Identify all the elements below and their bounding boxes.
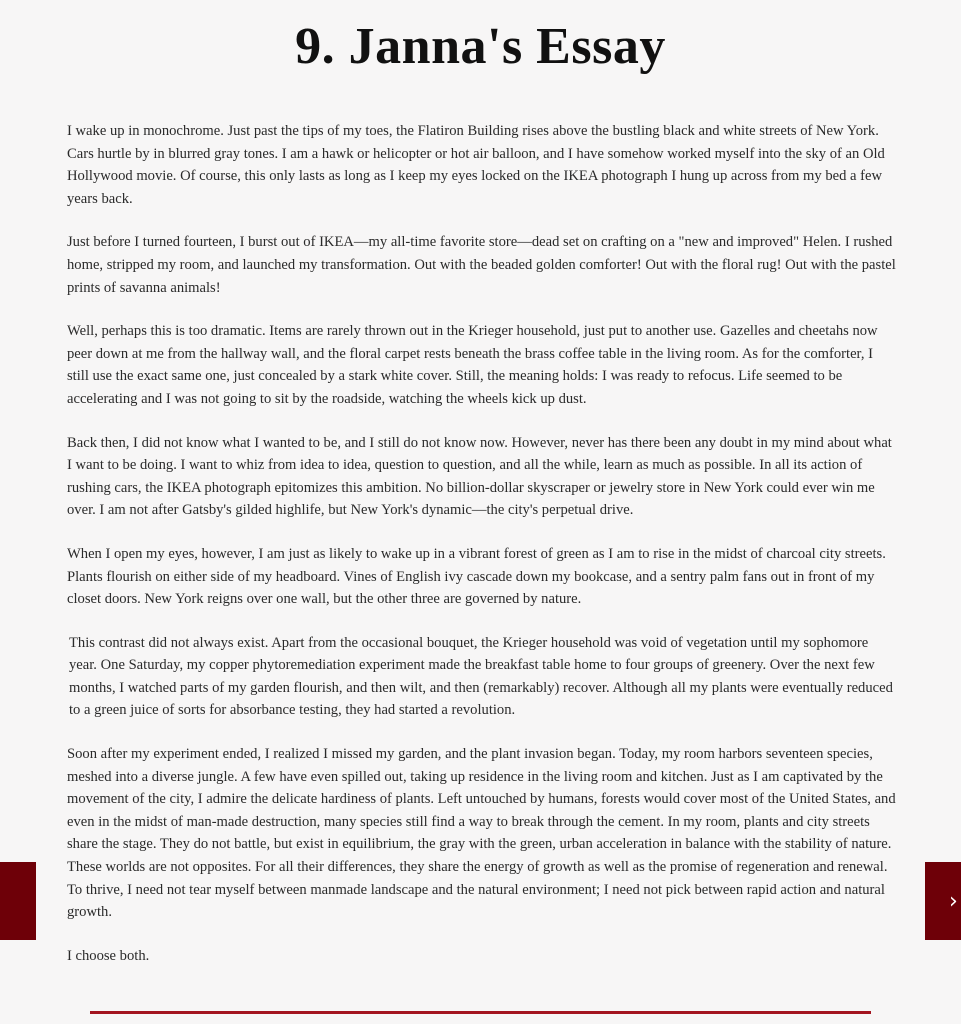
essay-paragraph-6: This contrast did not always exist. Apart from the occasional bouquet, the Krieger household was void of vegetation until my sophomore year. One Saturday, my copper phytoremediation experiment made the breakfast table home to four groups of greenery. Over the next few months, I watched parts of my garden flourish, and then wilt, and then (remarkably) recover. Although all my plants were eventually reduced to a green juice of sorts for absorbance testing, they had started a revolution. xyxy=(69,634,893,719)
essay-paragraph-5: When I open my eyes, however, I am just as likely to wake up in a vibrant forest of green as I am to rise in the midst of charcoal city streets. Plants flourish on either side of my headboard. Vines of English ivy cascade down my bookcase, and a sentry palm fans out in front of my closet doors. New York reigns over one wall, but the other three are governed by nature. xyxy=(67,545,886,608)
bottom-divider xyxy=(90,1011,871,1014)
essay-paragraph-4: Back then, I did not know what I wanted to be, and I still do not know now. However, never has there been any doubt in my mind about what I want to be doing. I want to whiz from idea to idea, question to question, and all the while, learn as much as possible. In all its action of rushing cars, the IKEA photograph epitomizes this ambition. No billion-dollar skyscraper or jewelry store in New York could ever win me over. I am not after Gatsby's gilded highlife, but New York's dynamic—the city's perpetual drive. xyxy=(67,434,892,519)
essay-paragraph-8: I choose both. xyxy=(67,947,150,964)
essay-body xyxy=(67,120,897,988)
next-page-button[interactable] xyxy=(925,862,961,940)
chevron-left-icon xyxy=(0,889,2,914)
previous-page-button[interactable] xyxy=(0,862,36,940)
essay-paragraph-1: I wake up in monochrome. Just past the tips of my toes, the Flatiron Building rises above the bustling black and white streets of New York. Cars hurtle by in blurred gray tones. I am a hawk or helicopter or hot air balloon, and I have somehow worked myself into the sky of an Old Hollywood movie. Of course, this only lasts as long as I keep my eyes locked on the IKEA photograph I hung up across from my bed a few years back. xyxy=(67,123,885,207)
page-title: 9. Janna's Essay xyxy=(295,18,666,75)
essay-paragraph-3: Well, perhaps this is too dramatic. Items are rarely thrown out in the Krieger household, just put to another use. Gazelles and cheetahs now peer down at me from the hallway wall, and the floral carpet rests beneath the brass coffee table in the living room. As for the comforter, I still use the exact same one, just concealed by a stark white cover. Still, the meaning holds: I was ready to refocus. Life seemed to be accelerating and I was not going to sit by the roadside, watching the wheels kick up dust. xyxy=(67,323,878,407)
essay-paragraph-7: Soon after my experiment ended, I realized I missed my garden, and the plant invasion began. Today, my room harbors seventeen species, meshed into a diverse jungle. A few have even spilled out, taking up residence in the living room and kitchen. Just as I am captivated by the movement of the city, I admire the delicate hardiness of plants. Left untouched by humans, forests would cover most of the United States, and even in the midst of man-made destruction, many species still find a way to break through the cement. In my room, plants and city streets share the stage. They do not battle, but exist in equilibrium, the gray with the green, urban acceleration in balance with the stability of nature. These worlds are not opposites. For all their differences, they share the energy of growth as well as the promise of regeneration and renewal. To thrive, I need not tear myself between manmade landscape and the natural environment; I need not pick between rapid action and natural growth. xyxy=(67,746,896,921)
chevron-right-icon: › xyxy=(949,888,958,914)
essay-paragraph-2: Just before I turned fourteen, I burst out of IKEA—my all-time favorite store—dead set on crafting on a "new and improved" Helen. I rushed home, stripped my room, and launched my transformation. Out with the beaded golden comforter! Out with the floral rug! Out with the pastel prints of savanna animals! xyxy=(67,234,896,296)
